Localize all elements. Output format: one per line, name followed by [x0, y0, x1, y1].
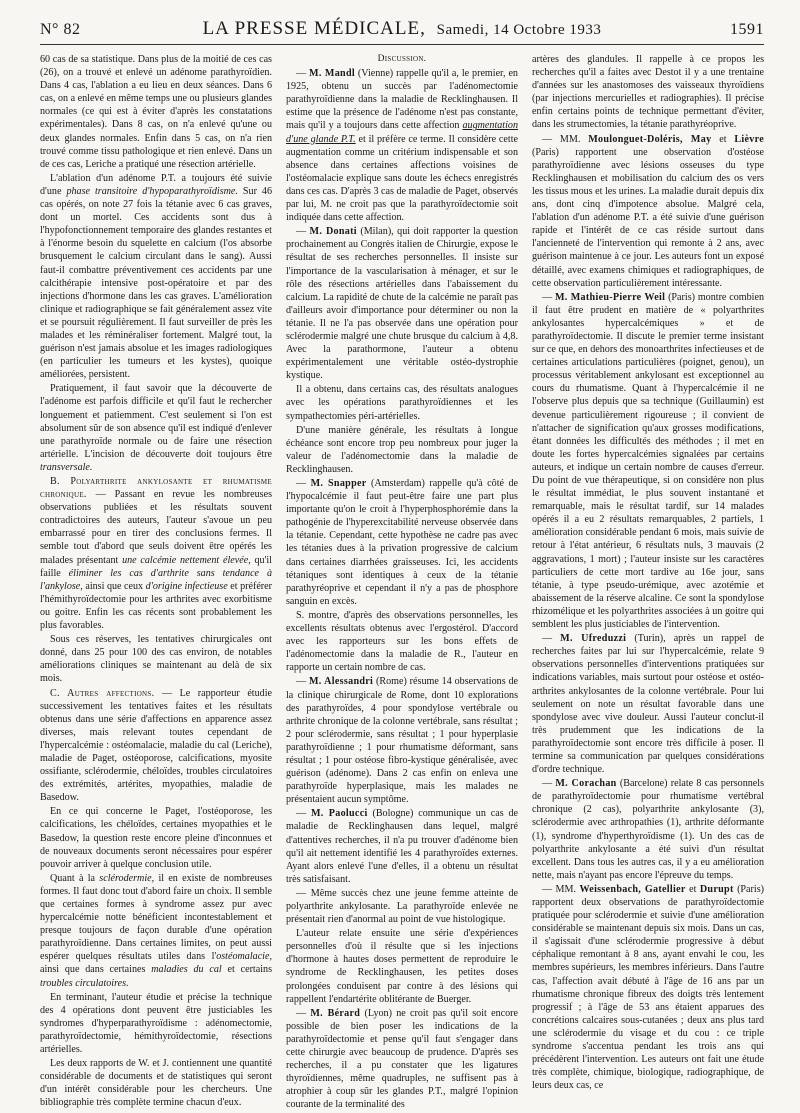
paragraph: — M. Snapper (Amsterdam) rappelle qu'à côté de l'hypocalcémie il faut peut-être faire une part plus importante qu'on le croit à l'hyperphosphorémie dans la pathogénie de l'hyperexcitabilité nerveuse observée dans la tétanie. Cependant, cette hypothèse ne cadre pas avec les tétanies dues à la privation progressive de calcium dans certaines diarrhées graisseuses. Ici, les accidents tétaniques sont identiques à ceux de la tétanie parathyréoprive et cependant il n'y a pas de phosphore sanguin en excès.	[286, 478, 518, 607]
section-heading: B. Polyarthrite ankylosante et rhumatisme chronique.	[40, 476, 272, 501]
column-3	[532, 53, 764, 1113]
speaker-name: Weissenbach, Gatellier	[579, 883, 686, 895]
paragraph: — MM. Weissenbach, Gatellier et Durupt (Paris) rapportent deux observations de parathyroïdectomie pratiquée pour sclérodermie et suivie d'une amélioration considérable se maintenant depuis six mois. Dans un cas, il s'agissait d'une sclérodermie progressive à début céphalique remontant à 8 ans, ayant envahi le cou, les membres supérieurs, les membres inférieurs. Dans l'autre cas, l'affection avait débuté à l'âge de 16 ans par un rhumatisme chronique fibreux des doigts très lentement progressif ; à l'âge de 53 ans étaient apparues des concrétions calcaires sous-cutanées ; deux ans plus tard une sclérodermie du visage et du cou : ce triple syndrome s'accentua pendant les trois ans qui précédèrent l'intervention. Les auteurs ont fait une étude très complète, chimique, biologique, radiographique, de leurs deux cas, ce	[532, 883, 764, 1092]
paragraph: L'ablation d'un adénome P.T. a toujours été suivie d'une phase transitoire d'hypoparathyroïdisme. Sur 46 cas opérés, on note 27 fois la tétanie avec 6 cas graves, dont un mortel. Ces accidents sont dus à l'hypofonctionnement temporaire des glandes restantes et à l'énorme besoin du squelette en calcium (l'os absorbe brusquement le calcium circulant dans le sang). Aussi faut-il combattre préventivement ces accidents par une calcithérapie intensive post-opératoire et par des injections d'hormone dans les cas graves. L'amélioration clinique et radiographique se fait généralement assez vite et se poursuit régulièrement. Il faut surveiller de près les malades et les réminéraliser fortement. Malgré tout, la guérison n'est jamais absolue et les images radiologiques (en particulier les tumeurs et les kystes), quoique améliorées, persistent.	[40, 172, 273, 381]
speaker-name: M. Bérard	[310, 1007, 361, 1019]
paragraph: — M. Mandl (Vienne) rappelle qu'il a, le premier, en 1925, obtenu un succès par l'adénomectomie parathyroïdienne dans la maladie de Recklinghausen. Il estime que la présence de l'adénome n'est pas constante, mais qu'il y a toujours dans cette affection augmentation d'une glande P.T. et il préfère ce terme. Il considère cette augmentation comme un critérium indispensable et son absence dans certaines affections voisines de l'ostéomalacie explique sans doute les échecs enregistrés dans ces cas. D'après 3 cas de maladie de Paget, observés par lui, M. ne croit pas que la parathyroïdectomie soit indiquée dans cette affection.	[286, 68, 518, 224]
speaker-name: M. Snapper	[310, 478, 367, 489]
paragraph: 60 cas de sa statistique. Dans plus de la moitié de ces cas (26), on a trouvé et enlevé un adénome parathyroïdien. Dans 4 cas, l'ablation a eu lieu en deux séances. Dans 6 cas, on a enlevé en même temps une ou plusieurs glandes normales (ce qui est à éviter d'après les constatations expérimentales). Dans 8 cas, on n'a enlevé qu'une ou deux glandes normales. Enfin dans 5 cas, on n'a rien trouvé comme tissu pathologique et rien enlevé. Dans un de ces cas, Leriche a pratiqué une résection artérielle.	[40, 54, 272, 170]
speaker-name: M. Mandl	[309, 68, 355, 80]
paragraph: — M. Alessandri (Rome) résume 14 observations de la clinique chirurgicale de Rome, dont 10 explorations des parathyroïdes, 4 pour spondylose vertébrale ou arthrite chronique de la colonne vertébrale, sans résultat ; 2 pour sclérodermie, sans résultat ; 1 pour hyperplasie parathyroïdienne ; 1 pour rhumatisme déformant, sans résultat ; 1 pour ostéose fibro-kystique généralisée, avec guérison (adénome). Dans 2 cas enfin on enleva une parathyroïde hyperplasique, mais les malades ne présentaient aucun symptôme.	[286, 676, 518, 806]
paragraph: artères des glandules. Il rappelle à ce propos les recherches qu'il a faites avec Destot il y a une trentaine d'années sur les anastomoses des vaisseaux thyroïdiens (par injections mercurielles et radiographies). Il précise enfin certains points de technique permettant d'éviter, dans les strumectomies, la tétanie parathyréoprive.	[532, 54, 764, 131]
paragraph: En ce qui concerne le Paget, l'ostéoporose, les calcifications, les chéloïdes, certaines myopathies et le Basedow, la question reste encore pleine d'inconnues et de nouveaux documents seront nécessaires pour espérer pouvoir arriver à quelque conclusion utile.	[40, 806, 272, 870]
paragraph: — MM. Moulonguet-Doléris, May et Lièvre (Paris) rapportent une observation d'ostéose parathyroïdienne avec lésions osseuses du type Recklinghausen et mobilisation du calcium des os vers les tissus mous et les urines. La maladie durait depuis dix ans, dont cinq d'impotence absolue. Malgré cela, l'ablation d'un adénome P.T. a été suivie d'une guérison rapide et l'intérêt de ce cas réside surtout dans l'ancienneté de l'intervention qui remonte à 2 ans, avec guérison maintenue à ce jour. Les auteurs font un exposé détaillé, avec examens chimiques et radiographiques, de cette observation particulièrement intéressante.	[532, 133, 764, 289]
paragraph: B. Polyarthrite ankylosante et rhumatisme chronique. — Passant en revue les nombreuses observations publiées et les résultats souvent contradictoires des auteurs, l'auteur s'avoue un peu embarrassé pour en tirer des conclusions fermes. Il semble tout d'abord que seuls doivent être opérés les malades présentant une calcémie nettement élevée, qu'il faille éliminer les cas d'arthrite sans tendance à l'ankylose, ainsi que ceux d'origine infectieuse et préférer l'hémithyroïdectomie pour les arthrites avec exorbitisme ou goitre. Enfin les cas récents sont probablement les plus favorables.	[40, 476, 273, 632]
paragraph: Pratiquement, il faut savoir que la découverte de l'adénome est parfois difficile et qu'il faut le rechercher longuement et patiemment. C'est seulement si l'on est absolument sûr de son absence qu'il est indiqué d'enlever une parathyroïde normale ou de faire une résection artérielle. L'incision de découverte doit toujours être transversale.	[40, 383, 272, 473]
page-header	[40, 18, 764, 42]
paragraph: Quant à la sclérodermie, il en existe de nombreuses formes. Il faut donc tout d'abord faire un choix. Il semble que certaines formes à syndrome assez pur avec hypercalcémie notte bénéficient incontestablement et presque toujours de façon durable d'une opération parathyroïdienne. Dans certaines limites, on peut aussi espérer quelques résultats utiles dans l'ostéomalacie, ainsi que dans certaines maladies du cal et certains troubles circulatoires.	[40, 872, 272, 989]
paragraph: — M. Ufreduzzi (Turin), après un rappel de recherches faites par lui sur l'hypercalcémie, relate 9 observations personnelles d'interventions pratiquées sur indications variables, mais surtout pour ostéose et ostéo-arthrites ankylosantes de la colonne vertébrale. Pour lui seulement on note un résultat favorable dans une spondylose avec vive douleur. Aussi l'auteur conclut-il très prudemment que les indications de la parathyroïdectomie sont encore très difficile à poser. Il termine sa communication par quelques considérations d'ordre technique.	[532, 633, 764, 776]
speaker-name: Moulonguet-Doléris, May	[588, 133, 712, 145]
paragraph: — M. Mathieu-Pierre Weil (Paris) montre combien il faut être prudent en matière de « polyarthrites ankylosantes hypercalcémiques » et de parathyroïdectomie. Il discute le premier terme insistant sur ce que, en dehors des monoarthrites infectieuses et de certaines articulations particulières (poignet, genou), un processus véritablement ankylosant est exceptionnel au cours du rhumatisme. Quant à l'hypercalcémie il ne l'observe plus depuis que sa technique (Guillaumin) est devenue particulièrement rigoureuse ; il convient de n'attacher de signification qu'aux grosses modifications, étant données les difficultés des méthodes ; il met en doute les fortes hypercalcémies signalées par certains auteurs, et indique un certain nombre de causes d'erreur. Du point de vue thérapeutique, si on considère non plus le résultat immédiat, le plus souvent instantané et remarquable, mais le résultat tardif, sur 14 malades opérés il a eu 2 résultats remarquables, 2 partiels, 1 amélioration considérable pendant 6 mois, mais suivie de retour à l'état antérieur, 6 résultats nuls, 3 mauvais (2 aggravations, 1 mort) ; l'auteur insiste sur les caractères particuliers de cette mort tardive au 16e jour, sans tétanie, à type pseudo-urémique, avec azotémie et abaissement de la réserve alcaline. Ce sont la spondylose rhizomélique et les polyarthrites associées à un goitre qui semblent les plus justiciables de l'intervention.	[532, 291, 765, 631]
issue-date: Samedi, 14 Octobre 1933	[436, 22, 602, 38]
paragraph: Les deux rapports de W. et J. contiennent une quantité considérable de documents et de statistiques qui seront d'un intérêt considérable pour les chercheurs. Une bibliographie très complète termine chacun d'eux.	[40, 1058, 272, 1109]
paragraph: — Même succès chez une jeune femme atteinte de polyarthrite ankylosante. La parathyroïde enlevée ne présentait rien d'anormal au point de vue histologique.	[286, 887, 518, 926]
speaker-name: M. Alessandri	[308, 676, 374, 688]
speaker-name: M. Donati	[309, 226, 357, 238]
masthead-line	[110, 18, 694, 40]
journal-title: LA PRESSE MÉDICALE,	[202, 18, 426, 39]
speaker-name: M. Corachan	[555, 778, 617, 790]
paragraph: L'auteur relate ensuite une série d'expériences personnelles d'où il résulte que si les injections d'hormone à hautes doses permettent de reproduire le syndrome de Recklinghausen, les petites doses prolongées conduisent par contre à des lésions qui rappellent l'endartérite oblitérante de Buerger.	[286, 928, 518, 1005]
section-heading: C. Autres affections.	[50, 687, 155, 699]
speaker-name: Durupt	[699, 883, 734, 895]
paragraph: C. Autres affections. — Le rapporteur étudie successivement les tentatives faites et les résultats obtenus dans une série d'affections en apparence assez diverses, mais relevant toutes cependant de l'hypercalcémie : ostéomalacie, maladie du cal (Leriche), maladie de Paget, ostéoporose, calcifications, myosite ossifiante, sclérodermie, chéloïdes, troubles circulatoires des extrémités, artérites, myopathies, maladie de Basedow.	[40, 687, 272, 804]
paragraph: — M. Paolucci (Bologne) communique un cas de maladie de Recklinghausen dans lequel, malgré d'attentives recherches, il n'a pu trouver d'adénome bien qu'il ait nettement identifié les 4 parathyroïdes externes. Ayant alors enlevé l'une d'elles, il a obtenu un résultat très satisfaisant.	[286, 808, 518, 885]
speaker-name: M. Ufreduzzi	[560, 633, 627, 645]
paragraph: S. montre, d'après des observations personnelles, les excellents résultats obtenus avec l'ergostérol. D'accord avec les rapporteurs sur les bons effets de l'adénomectomie dans la maladie de R., l'auteur en rapporte un certain nombre de cas.	[286, 609, 518, 674]
issue-number: N° 82	[40, 21, 81, 38]
paragraph: D'une manière générale, les résultats à longue échéance sont encore trop peu nombreux pour juger la valeur de l'adénomectomie dans la maladie de Recklinghausen.	[286, 424, 518, 475]
paragraph: — M. Corachan (Barcelone) relate 8 cas personnels de parathyroïdectomie pour rhumatisme vertébral chronique (2 cas), polyarthrite ankylosante (3), sclérodermie avec arthropathies (1), arthrite déformante (1), syndrome d'hyperthyroïdisme (1). Un des cas de polyarthrite ankylosante a été suivi d'un résultat excellent. Dans tous les autres cas, il y a eu amélioration nette, mais n'ayant pas encore l'épreuve du temps.	[532, 778, 764, 881]
paragraph: — M. Bérard (Lyon) ne croit pas qu'il soit encore possible de bien poser les indications de la parathyroïdectomie et pense qu'il faut s'engager dans cette chirurgie avec beaucoup de prudence. D'après ses recherches, il a pu constater que les ligatures thyroïdiennes, même quadruples, ne suffisent pas à atrophier à coup sûr les glandes P.T., malgré l'opinion courante de la terminalité des	[286, 1007, 518, 1111]
paragraph: En terminant, l'auteur étudie et précise la technique des 4 opérations dont peuvent être justiciables les syndromes d'hyperparathyroïdisme : adénomectomie, parathyroïdectomie, hémithyroïdectomie, résections artérielles.	[40, 991, 272, 1056]
column-2	[286, 53, 518, 1113]
header-rule	[40, 44, 764, 45]
speaker-name: M. Paolucci	[310, 808, 368, 820]
discussion-heading: Discussion.	[377, 54, 427, 64]
paragraph: Sous ces réserves, les tentatives chirurgicales ont donné, dans 25 pour 100 des cas environ, de notables améliorations cliniques se maintenant au delà de six mois.	[40, 634, 272, 685]
paragraph: — M. Donati (Milan), qui doit rapporter la question prochainement au Congrès italien de Chirurgie, expose le résultat de ses recherches personnelles. Il insiste sur l'importance de la vascularisation à ménager, et sur le rôle des résections artérielles dans l'abaissement du calcium. La rapidité de chute de la calcémie ne paraît pas d'ailleurs avoir d'importance pour déterminer ou non la tétanie. Il ne l'a pas observée dans une opération pour sclérodermie malgré une chute brusque du calcium à 4,8. Avec la parathormone, l'auteur a obtenu expérimentalement une véritable ostéo-dystrophie kystique.	[286, 226, 519, 382]
page-number: 1591	[730, 21, 764, 38]
speaker-name: M. Mathieu-Pierre Weil	[554, 291, 666, 303]
text-columns	[40, 53, 764, 1113]
column-1	[40, 53, 272, 1113]
paragraph: Il a obtenu, dans certains cas, des résultats analogues avec les opérations parathyroïdiennes et les sympathectomies péri-artérielles.	[286, 384, 518, 422]
speaker-name: Lièvre	[734, 133, 764, 145]
